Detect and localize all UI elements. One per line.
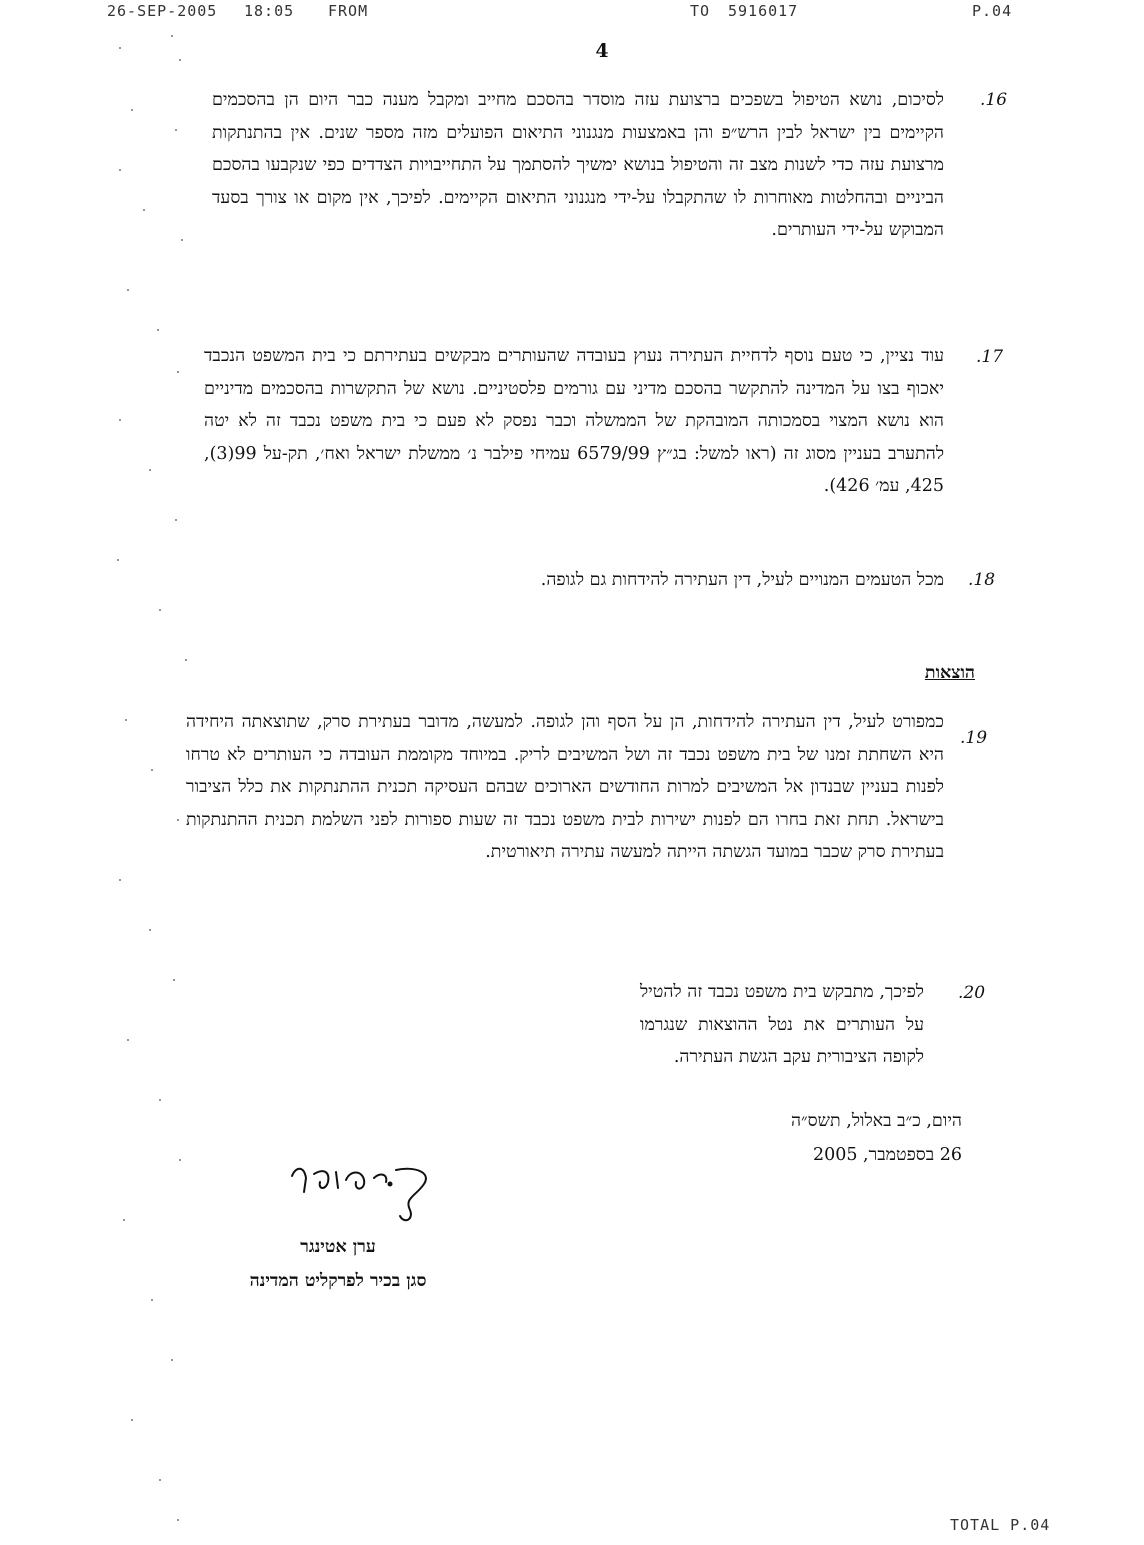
paragraph-17: עוד נציין, כי טעם נוסף לדחיית העתירה נעוץ בעובדה שהעותרים מבקשים בעתירתם כי בית המשפט הנכבד יאכוף בצו על המדינה להתקשר בהסכם מדיני עם גורמים פלסטיניים. נושא של התקשרות בהסכמים מדיניים הוא נושא המצוי בסמכותה המובהקת של הממשלה וכבר נפסק לא פעם כי בית משפט נכבד זה לא יטה להתערב בעניין מסוג זה (ראו למשל: בג״ץ 6579/99 עמיחי פילבר נ׳ ממשלת ישראל ואח׳, תק-על 99(3), 425, עמ׳ 426). bbox=[204, 346, 945, 496]
page-number: 4 bbox=[595, 40, 609, 62]
paragraph-18: מכל הטעמים המנויים לעיל, דין העתירה להידחות גם לגופה. bbox=[540, 570, 944, 590]
paragraph-number: .20 bbox=[958, 983, 986, 1003]
fax-time: 18:05 bbox=[244, 2, 295, 20]
fax-page: P.04 bbox=[972, 2, 1013, 20]
signer-title: סגן בכיר לפרקליט המדינה bbox=[249, 1271, 427, 1291]
fax-to-number: 5916017 bbox=[728, 2, 799, 20]
paragraph-number: .16 bbox=[980, 90, 1008, 110]
date-block bbox=[700, 1104, 962, 1172]
fax-header bbox=[0, 2, 1144, 22]
paragraph-19: כמפורט לעיל, דין העתירה להידחות, הן על הסף והן לגופה. למעשה, מדובר בעתירת סרק, שתוצאתה היחידה היא השחתת זמנו של בית משפט נכבד זה ושל המשיבים לריק. במיוחד מקוממת העובדה כי העותרים לא טרחו לפנות בעניין שבנדון אל המשיבים למרות החודשים הארוכים שבהם העסיקה תכנית ההתנתקות את כלל הציבור בישראל. תחת זאת בחרו הם לפנות ישירות לבית משפט נכבד זה שעות ספורות לפני השלמת תכנית ההתנתקות בעתירת סרק שכבר במועד הגשתה הייתה למעשה עתירה תיאורטית. bbox=[186, 712, 944, 862]
paragraph-number: .19 bbox=[960, 728, 988, 748]
signer-name: ערן אטינגר bbox=[300, 1237, 376, 1257]
fax-date: 26-SEP-2005 bbox=[107, 2, 218, 20]
section-heading-expenses: הוצאות bbox=[924, 663, 975, 683]
fax-to-label: TO bbox=[690, 2, 711, 20]
paragraph-16: לסיכום, נושא הטיפול בשפכים ברצועת עזה מוסדר בהסכם מחייב ומקבל מענה כבר היום הן בהסכמים הקיימים בין ישראל לבין הרש״פ והן באמצעות מנגנוני התיאום הפועלים מזה מספר שנים. אין בהתנתקות מרצועת עזה כדי לשנות מצב זה והטיפול בנושא ימשיך להסתמך על התחייבויות הצדדים כפי שנקבעו בהסכם הביניים ובהחלטות מאוחרות לו שהתקבלו על-ידי מנגנוני התיאום הקיימים. לפיכך, אין מקום או צורך בסעד המבוקש על-ידי העותרים. bbox=[212, 90, 944, 240]
handwritten-signature bbox=[284, 1158, 444, 1226]
fax-from-label: FROM bbox=[328, 2, 369, 20]
paragraph-number: .17 bbox=[976, 347, 1004, 367]
paragraph-20: לפיכך, מתבקש בית משפט נכבד זה להטיל על העותרים את נטל ההוצאות שנגרמו לקופה הציבורית עקב הגשת העתירה. bbox=[640, 982, 924, 1067]
hebrew-date: היום, כ״ב באלול, תשס״ה bbox=[790, 1111, 962, 1131]
gregorian-date: 26 בספטמבר, 2005 bbox=[812, 1145, 962, 1165]
paragraph-number: .18 bbox=[968, 570, 996, 590]
fax-footer: TOTAL P.04 bbox=[950, 1516, 1051, 1534]
